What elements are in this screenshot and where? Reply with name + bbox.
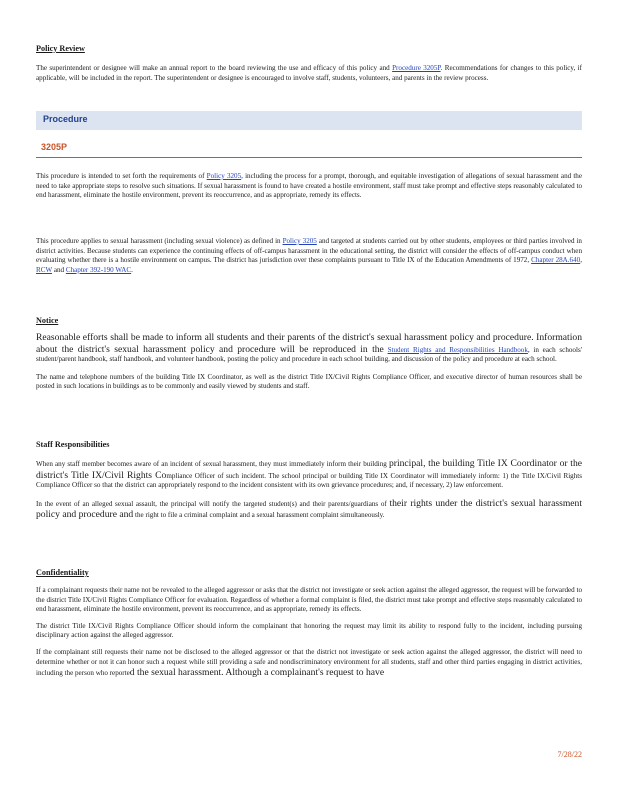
policy-review-text: The superintendent or designee will make an annual report to the board reviewing the use and efficacy of this policy and <box>36 64 390 72</box>
policy-review-paragraph <box>36 64 582 83</box>
notice-heading: Notice <box>36 316 59 325</box>
confidentiality-paragraph-2: The district Title IX/Civil Rights Compliance Officer should inform the complainant that honoring the request may limit its ability to respond fully to the incident, including pursuing disciplinary action against the alleged aggressor. <box>36 621 582 640</box>
staff-text-1c: mpliance Officer of such incident. The school principal or building Title IX Coordinator will immediately inform: 1) the Title IX/Civil Rights Compliance Officer so that the district can appropriately respond to the incident consistent with its own grievance procedures; and, if necessary, 2) law enforcement. <box>36 471 582 490</box>
staff-text-2a: In the event of an alleged sexual assault, the principal will notify the targeted student(s) and their parents/guardians of <box>36 499 387 508</box>
procedure-code-label: 3205P <box>41 142 68 152</box>
staff-text-2b: their rights under the district's sexual harassment policy and procedure and <box>36 497 582 521</box>
confidentiality-heading: Confidentiality <box>36 568 89 577</box>
notice-section <box>36 316 582 392</box>
intro-1-text-cont: , including the process for a prompt, thorough, and equitable investigation of allegations of sexual harassment and the need to take appropriate steps to resolve such situations. If sexual harassment is found to have created a hostile environment, staff must take prompt and effective steps reasonably calculated to end harassment, eliminate the hostile environment, prevent its reoccurrence, and as appropriate, remedy its effects. <box>36 172 583 200</box>
intro-2-period: . <box>131 265 133 274</box>
intro-2-text-cont: and targeted at students carried out by other students, employees or third parties involved in district activities. Because students can experience the continuing effects of off-campus harassment in the educational setting, the district will consider the effects of off-campus conduct when evaluating whether there is a hostile environment on campus. The district has jurisdiction over these complaints pursuant to Title IX of the Education Amendments of 1972, <box>36 237 582 265</box>
staff-paragraph-1 <box>36 458 582 491</box>
staff-paragraph-2 <box>36 498 582 521</box>
rcw-link[interactable]: RCW <box>36 265 53 274</box>
intro-2-comma: , <box>580 256 582 265</box>
confidentiality-paragraph-3 <box>36 648 582 679</box>
intro-2-and: and <box>53 265 65 274</box>
procedure-code-row <box>36 138 582 158</box>
staff-text-1a: When any staff member becomes aware of an incident of sexual harassment, they must immediately inform their building <box>36 460 387 468</box>
student-rights-handbook-link[interactable]: Student Rights and Responsibilities Handbook <box>387 345 528 354</box>
chapter-392-190-wac-link[interactable]: Chapter 392-190 WAC <box>65 265 132 274</box>
intro-paragraph-1 <box>36 172 582 201</box>
notice-text: Reasonable efforts shall be made to inform all students and their parents of the district's sexual harassment policy and procedure. Information about the district's sexual harassment policy and procedure will be reproduced in the <box>36 332 582 355</box>
policy-3205-link-2[interactable]: Policy 3205 <box>282 237 317 245</box>
staff-text-1b: principal, the building Title IX Coordinator or the district's Title IX/Civil Rights Co <box>36 458 583 481</box>
notice-text-cont: , in each schools' student/parent handbook, staff handbook, and volunteer handbook, posting the policy and procedure in each school building, and discussion of the policy and procedure at each school. <box>36 345 582 364</box>
notice-paragraph-1 <box>36 332 582 365</box>
intro-1-text: This procedure is intended to set forth the requirements of <box>36 172 205 180</box>
policy-review-heading: Policy Review <box>36 44 85 53</box>
procedure-bar-label: Procedure <box>43 114 88 124</box>
footer-date: 7/28/22 <box>557 750 582 759</box>
policy-3205-link[interactable]: Policy 3205 <box>206 172 242 180</box>
staff-responsibilities-section <box>36 440 582 521</box>
staff-text-2c: the right to file a criminal complaint and a sexual harassment complaint simultaneously. <box>135 511 385 520</box>
intro-2-text: This procedure applies to sexual harassment (including sexual violence) as defined in <box>36 237 281 245</box>
confidentiality-paragraph-1: If a complainant requests their name not be revealed to the alleged aggressor or asks that the district not investigate or seek action against the alleged aggressor, the request will be forwarded to the district Title IX/Civil Rights Compliance Officer for evaluation. Regardless of whether a formal complaint is filed, the district must take prompt and effective steps reasonably calculated to end harassment, eliminate the hostile environment, prevent its reoccurrence, and as appropriate, remedy its effects. <box>36 586 582 614</box>
staff-responsibilities-heading: Staff Responsibilities <box>36 440 110 449</box>
chapter-28a640-link[interactable]: Chapter 28A.640 <box>531 256 581 265</box>
confidentiality-section <box>36 568 582 679</box>
confidentiality-text-3a: If the complainant still requests their name not be disclosed to the alleged aggressor or that the district not investigate or seek action against the alleged aggressor, the district will need to determine whether or not it can honor such a request while still providing a safe and nondiscriminatory environment for all students, staff and other third parties engaging in district activities, including the person who reporte <box>36 647 582 678</box>
notice-paragraph-2: The name and telephone numbers of the building Title IX Coordinator, as well as the district Title IX/Civil Rights Compliance Officer, and executive director of human resources shall be posted in such locations in buildings as to be commonly and easily viewed by students and staff. <box>36 372 582 391</box>
procedure-section-bar <box>36 111 582 130</box>
policy-review-section <box>36 44 582 83</box>
confidentiality-text-3b: d the sexual harassment. Although a complainant's request to have <box>129 667 385 679</box>
procedure-3205p-link[interactable]: Procedure 3205P <box>392 64 441 72</box>
intro-paragraph-2 <box>36 237 582 275</box>
policy-review-text-cont: . Recommendations for changes to this policy, if applicable, will be included in the report. The superintendent or designee is encouraged to involve staff, students, volunteers, and parents in the review process. <box>36 64 582 82</box>
